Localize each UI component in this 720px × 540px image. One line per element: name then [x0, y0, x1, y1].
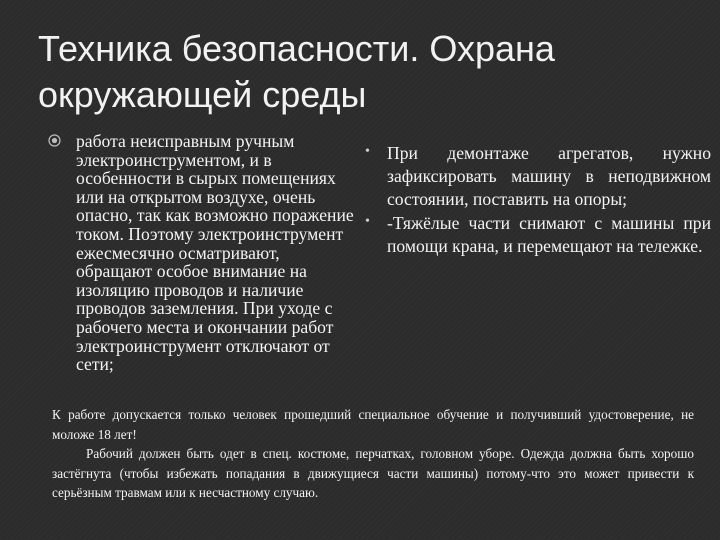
- note-paragraph: Рабочий должен быть одет в спец. костюме, перчатках, головном уборе. Одежда должна быть хорошо застёгнута (чтобы избежать попадания в движущиеся части машины) потому-что это может привести к серьёзным травмам или к несчастному случаю.: [52, 446, 694, 501]
- ringed-circle-bullet-icon: [48, 134, 61, 147]
- left-bullet-column: [50, 132, 360, 374]
- note-paragraph: К работе допускается только человек прошедший специальное обучение и получивший удостоверение, не моложе 18 лет!: [52, 407, 694, 442]
- safety-note: [52, 405, 694, 503]
- right-bullet-list: [363, 142, 711, 258]
- left-bullet-text: работа неисправным ручным электроинструментом, и в особенности в сырых помещениях или на открытом воздухе, очень опасно, так как возможно поражение током. Поэтому электроинструмент ежесмесячно осматривают, обращают особое внимание на изоляцию проводов и наличие проводов заземления. При уходе с рабочего места и окончании работ электроинструмент отключают от сети;: [76, 131, 354, 375]
- right-bullet-text: -Тяжёлые части снимают с машины при помощи крана, и перемещают на тележке.: [387, 212, 711, 256]
- right-bullet-item: [363, 142, 711, 212]
- right-bullet-item: [363, 212, 711, 258]
- right-bullet-text: При демонтаже агрегатов, нужно зафиксировать машину в неподвижном состоянии, поставить на опоры;: [387, 143, 711, 210]
- bullet-dot-icon: •: [365, 144, 370, 159]
- slide-title: Техника безопасности. Охрана окружающей среды: [38, 28, 555, 115]
- bullet-dot-icon: •: [365, 213, 370, 229]
